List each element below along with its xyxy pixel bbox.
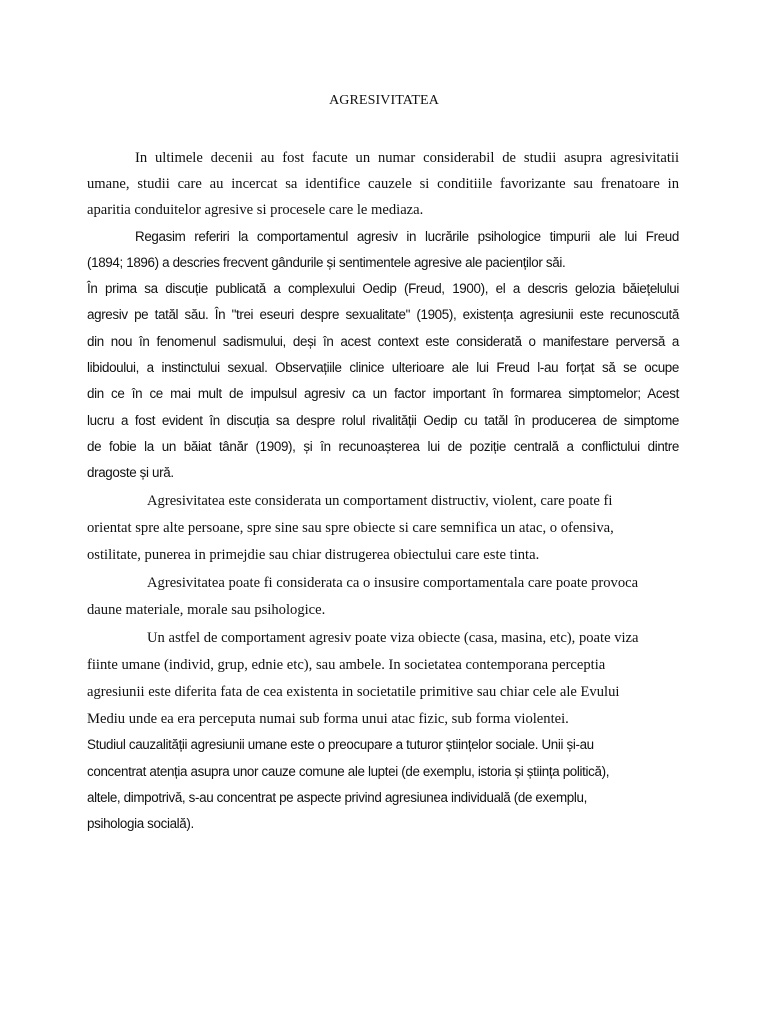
- document-title: AGRESIVITATEA: [329, 93, 439, 108]
- paragraph-line: agresiunii este diferita fata de cea existenta in societatile primitive sau chiar cele ale Evului: [87, 684, 620, 700]
- paragraph-line: In ultimele decenii au fost facute un numar considerabil de studii asupra agresivitatii: [135, 150, 679, 166]
- paragraph-line: de fobie la un băiat tânăr (1909), și în recunoașterea lui de poziție centrală a conflictului dintre: [87, 439, 679, 454]
- paragraph-line: altele, dimpotrivă, s-au concentrat pe aspecte privind agresiunea individuală (de exemplu,: [87, 790, 587, 805]
- paragraph-line: Un astfel de comportament agresiv poate viza obiecte (casa, masina, etc), poate viza: [147, 630, 639, 646]
- paragraph-line: aparitia conduitelor agresive si procesele care le mediaza.: [87, 202, 424, 218]
- paragraph-line: În prima sa discuție publicată a complexului Oedip (Freud, 1900), el a descris gelozia băiețelului: [87, 281, 679, 296]
- paragraph-line: din ce în ce mai mult de impulsul agresiv ca un factor important în formarea simptomelor; Acest: [87, 386, 679, 401]
- paragraph-line: ostilitate, punerea in primejdie sau chiar distrugerea obiectului care este tinta.: [87, 547, 540, 563]
- paragraph-line: daune materiale, morale sau psihologice.: [87, 602, 326, 618]
- paragraph-line: agresiv pe tatăl său. În "trei eseuri despre sexualitate" (1905), existența agresiunii este recunoscută: [87, 307, 679, 322]
- paragraph-line: din nou în fenomenul sadismului, deși în acest context este considerată o manifestare perversă a: [87, 334, 679, 349]
- paragraph-line: lucru a fost evident în discuția sa despre rolul rivalității Oedip cu tatăl în producerea de simptome: [87, 413, 679, 428]
- paragraph-line: (1894; 1896) a descries frecvent gândurile și sentimentele agresive ale pacienților săi.: [87, 255, 566, 270]
- paragraph-line: libidoului, a instinctului sexual. Observațiile clinice ulterioare ale lui Freud l-au forțat să se ocupe: [87, 360, 679, 375]
- paragraph-line: concentrat atenția asupra unor cauze comune ale luptei (de exemplu, istoria și știința politică),: [87, 764, 610, 779]
- paragraph-line: fiinte umane (individ, grup, ednie etc), sau ambele. In societatea contemporana perceptia: [87, 657, 606, 673]
- paragraph-line: umane, studii care au incercat sa identifice cauzele si conditiile favorizante sau frenatoare in: [87, 176, 679, 192]
- paragraph-line: Regasim referiri la comportamentul agresiv in lucrările psihologice timpurii ale lui Freud: [135, 229, 679, 244]
- paragraph-line: orientat spre alte persoane, spre sine sau spre obiecte si care semnifica un atac, o ofensiva,: [87, 520, 614, 536]
- paragraph-line: Mediu unde ea era perceputa numai sub forma unui atac fizic, sub forma violentei.: [87, 711, 569, 727]
- paragraph-line: Studiul cauzalității agresiunii umane este o preocupare a tuturor științelor sociale. Unii și-au: [87, 737, 594, 752]
- paragraph-line: Agresivitatea poate fi considerata ca o insusire comportamentala care poate provoca: [147, 575, 639, 591]
- paragraph-line: dragoste și ură.: [87, 465, 174, 480]
- paragraph-line: psihologia socială).: [87, 816, 194, 831]
- paragraph-line: Agresivitatea este considerata un comportament distructiv, violent, care poate fi: [147, 493, 613, 509]
